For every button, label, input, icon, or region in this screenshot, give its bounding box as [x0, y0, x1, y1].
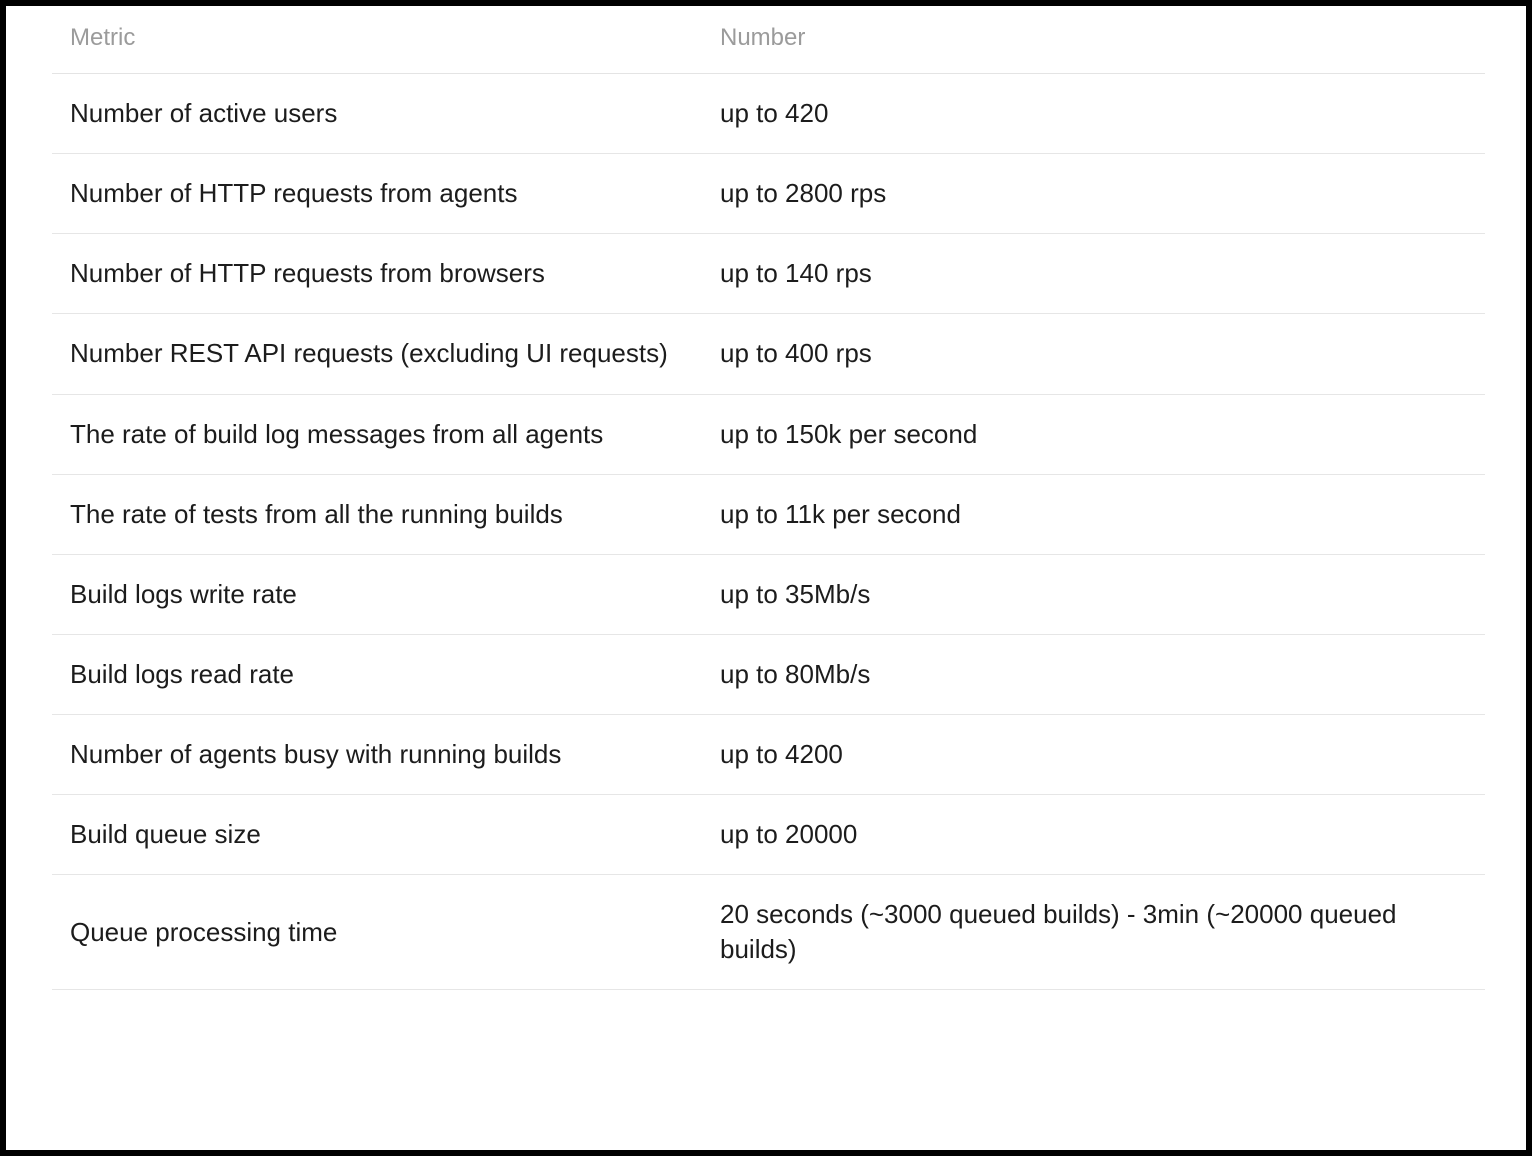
- column-header-metric: Metric: [52, 6, 702, 74]
- cell-metric: Number of HTTP requests from browsers: [52, 234, 702, 314]
- cell-metric: The rate of tests from all the running builds: [52, 474, 702, 554]
- cell-number: up to 2800 rps: [702, 154, 1485, 234]
- table-row: [52, 714, 1485, 794]
- table-row: [52, 154, 1485, 234]
- cell-number: up to 4200: [702, 714, 1485, 794]
- cell-number: 20 seconds (~3000 queued builds) - 3min (~20000 queued builds): [702, 875, 1485, 990]
- document-page: [6, 6, 1526, 1150]
- cell-metric: Number of HTTP requests from agents: [52, 154, 702, 234]
- cell-metric: Number REST API requests (excluding UI requests): [52, 314, 702, 394]
- table-row: [52, 394, 1485, 474]
- cell-number: up to 420: [702, 74, 1485, 154]
- table-row: [52, 634, 1485, 714]
- table-header: [52, 6, 1485, 74]
- cell-number: up to 140 rps: [702, 234, 1485, 314]
- cell-metric: Build logs write rate: [52, 554, 702, 634]
- cell-metric: Build queue size: [52, 795, 702, 875]
- cell-number: up to 20000: [702, 795, 1485, 875]
- cell-number: up to 150k per second: [702, 394, 1485, 474]
- cell-metric: Number of agents busy with running builds: [52, 714, 702, 794]
- table-row: [52, 234, 1485, 314]
- table-row: [52, 554, 1485, 634]
- table-body: [52, 74, 1485, 990]
- cell-metric: Number of active users: [52, 74, 702, 154]
- table-row: [52, 314, 1485, 394]
- cell-metric: The rate of build log messages from all agents: [52, 394, 702, 474]
- cell-metric: Build logs read rate: [52, 634, 702, 714]
- cell-number: up to 11k per second: [702, 474, 1485, 554]
- table-row: [52, 795, 1485, 875]
- cell-number: up to 35Mb/s: [702, 554, 1485, 634]
- table-row: [52, 474, 1485, 554]
- cell-number: up to 400 rps: [702, 314, 1485, 394]
- metrics-table: [52, 6, 1485, 990]
- table-header-row: [52, 6, 1485, 74]
- cell-number: up to 80Mb/s: [702, 634, 1485, 714]
- table-row: [52, 875, 1485, 990]
- column-header-number: Number: [702, 6, 1485, 74]
- table-row: [52, 74, 1485, 154]
- cell-metric: Queue processing time: [52, 875, 702, 990]
